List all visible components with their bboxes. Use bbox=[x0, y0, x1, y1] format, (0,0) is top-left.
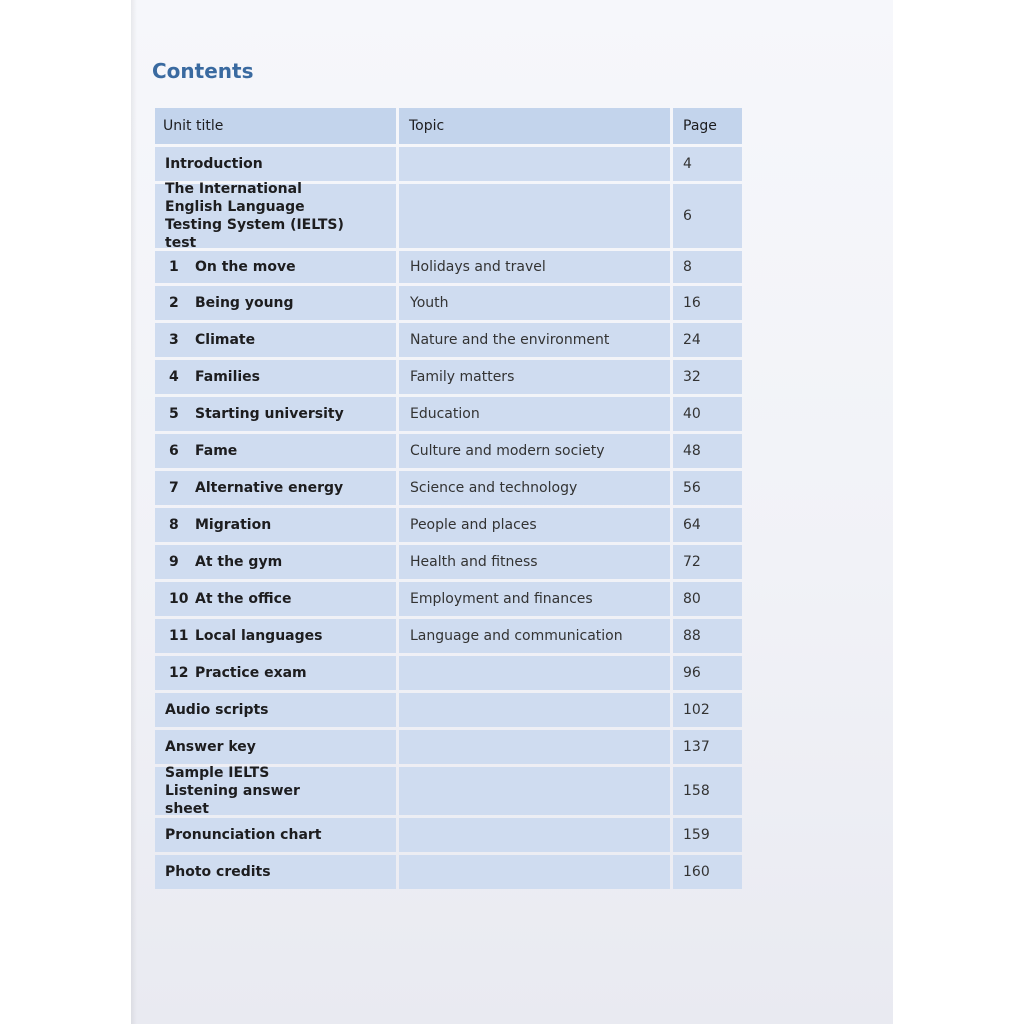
page-number-cell: 137 bbox=[673, 730, 742, 764]
table-row bbox=[155, 855, 742, 889]
unit-title: On the move bbox=[195, 259, 296, 275]
column-header-topic: Topic bbox=[399, 108, 670, 144]
page-number-cell: 6 bbox=[673, 184, 742, 248]
unit-number: 10 bbox=[169, 591, 189, 607]
unit-title: Sample IELTS Listening answer sheet bbox=[165, 765, 300, 817]
unit-title-cell bbox=[155, 323, 396, 357]
unit-title: Fame bbox=[195, 443, 238, 459]
page-number-cell: 16 bbox=[673, 286, 742, 320]
topic-cell: Family matters bbox=[399, 360, 670, 394]
unit-title: Audio scripts bbox=[165, 702, 269, 718]
unit-title: Practice exam bbox=[195, 665, 307, 681]
unit-title: Starting university bbox=[195, 406, 344, 422]
unit-title: Answer key bbox=[165, 739, 256, 755]
table-row bbox=[155, 545, 742, 579]
table-row bbox=[155, 181, 742, 251]
unit-title-cell bbox=[155, 286, 396, 320]
topic-cell bbox=[399, 656, 670, 690]
table-header-row bbox=[155, 108, 742, 144]
unit-title: Families bbox=[195, 369, 261, 385]
column-header-page: Page bbox=[673, 108, 742, 144]
topic-cell: Holidays and travel bbox=[399, 251, 670, 283]
table-row bbox=[155, 582, 742, 616]
page-edge-shadow bbox=[131, 0, 137, 1024]
topic-cell bbox=[399, 818, 670, 852]
unit-title-cell bbox=[155, 360, 396, 394]
unit-number: 3 bbox=[169, 332, 179, 348]
page-number-cell: 102 bbox=[673, 693, 742, 727]
unit-title-cell bbox=[155, 855, 396, 889]
unit-title: At the gym bbox=[195, 554, 283, 570]
topic-cell bbox=[399, 767, 670, 815]
page-number-cell: 56 bbox=[673, 471, 742, 505]
page-number-cell: 88 bbox=[673, 619, 742, 653]
page-number-cell: 48 bbox=[673, 434, 742, 468]
unit-title-cell bbox=[155, 147, 396, 181]
unit-title-cell bbox=[155, 397, 396, 431]
unit-title: Local languages bbox=[195, 628, 323, 644]
page-number-cell: 158 bbox=[673, 767, 742, 815]
unit-title: Climate bbox=[195, 332, 256, 348]
topic-cell: Language and communication bbox=[399, 619, 670, 653]
topic-cell bbox=[399, 147, 670, 181]
page-number-cell: 40 bbox=[673, 397, 742, 431]
unit-number: 6 bbox=[169, 443, 179, 459]
unit-number: 12 bbox=[169, 665, 189, 681]
table-row bbox=[155, 767, 742, 815]
unit-title-cell bbox=[155, 767, 396, 815]
table-row bbox=[155, 730, 742, 764]
table-row bbox=[155, 397, 742, 431]
topic-cell: Culture and modern society bbox=[399, 434, 670, 468]
topic-cell: Nature and the environment bbox=[399, 323, 670, 357]
unit-number: 8 bbox=[169, 517, 179, 533]
unit-title: Photo credits bbox=[165, 864, 271, 880]
unit-number: 1 bbox=[169, 259, 179, 275]
unit-title: Alternative energy bbox=[195, 480, 344, 496]
unit-number: 7 bbox=[169, 480, 179, 496]
topic-cell: Health and fitness bbox=[399, 545, 670, 579]
page-number-cell: 8 bbox=[673, 251, 742, 283]
unit-number: 2 bbox=[169, 295, 179, 311]
unit-title-cell bbox=[155, 582, 396, 616]
unit-title-cell bbox=[155, 619, 396, 653]
page-number-cell: 80 bbox=[673, 582, 742, 616]
table-row bbox=[155, 251, 742, 283]
table-row bbox=[155, 471, 742, 505]
unit-title: Being young bbox=[195, 295, 294, 311]
page-number-cell: 96 bbox=[673, 656, 742, 690]
topic-cell: Science and technology bbox=[399, 471, 670, 505]
unit-title: Pronunciation chart bbox=[165, 827, 322, 843]
unit-title-cell bbox=[155, 730, 396, 764]
unit-number: 5 bbox=[169, 406, 179, 422]
table-body bbox=[155, 147, 742, 889]
unit-title-cell bbox=[155, 434, 396, 468]
page-number-cell: 72 bbox=[673, 545, 742, 579]
contents-table bbox=[155, 108, 742, 892]
unit-title: Introduction bbox=[165, 156, 263, 172]
topic-cell bbox=[399, 693, 670, 727]
topic-cell: Employment and finances bbox=[399, 582, 670, 616]
page-number-cell: 64 bbox=[673, 508, 742, 542]
page-number-cell: 24 bbox=[673, 323, 742, 357]
table-row bbox=[155, 818, 742, 852]
topic-cell bbox=[399, 855, 670, 889]
page-number-cell: 4 bbox=[673, 147, 742, 181]
table-row bbox=[155, 508, 742, 542]
unit-title: At the office bbox=[195, 591, 292, 607]
topic-cell: Education bbox=[399, 397, 670, 431]
topic-cell bbox=[399, 184, 670, 248]
unit-title-cell bbox=[155, 693, 396, 727]
unit-number: 4 bbox=[169, 369, 179, 385]
unit-number: 11 bbox=[169, 628, 189, 644]
unit-title: The International English Language Testing System (IELTS) test bbox=[165, 181, 344, 251]
page-number-cell: 160 bbox=[673, 855, 742, 889]
topic-cell: People and places bbox=[399, 508, 670, 542]
page-number-cell: 159 bbox=[673, 818, 742, 852]
unit-title-cell bbox=[155, 471, 396, 505]
unit-title-cell bbox=[155, 251, 396, 283]
topic-cell bbox=[399, 730, 670, 764]
unit-number: 9 bbox=[169, 554, 179, 570]
page-number-cell: 32 bbox=[673, 360, 742, 394]
unit-title-cell bbox=[155, 508, 396, 542]
table-row bbox=[155, 147, 742, 181]
table-row bbox=[155, 323, 742, 357]
unit-title-cell bbox=[155, 656, 396, 690]
table-row bbox=[155, 656, 742, 690]
unit-title-cell bbox=[155, 545, 396, 579]
unit-title: Migration bbox=[195, 517, 272, 533]
unit-title-cell bbox=[155, 818, 396, 852]
table-row bbox=[155, 693, 742, 727]
page-title: Contents bbox=[152, 59, 254, 83]
table-row bbox=[155, 286, 742, 320]
table-row bbox=[155, 360, 742, 394]
unit-title-cell bbox=[155, 181, 396, 251]
column-header-unit-title: Unit title bbox=[155, 108, 396, 144]
table-row bbox=[155, 619, 742, 653]
table-row bbox=[155, 434, 742, 468]
topic-cell: Youth bbox=[399, 286, 670, 320]
